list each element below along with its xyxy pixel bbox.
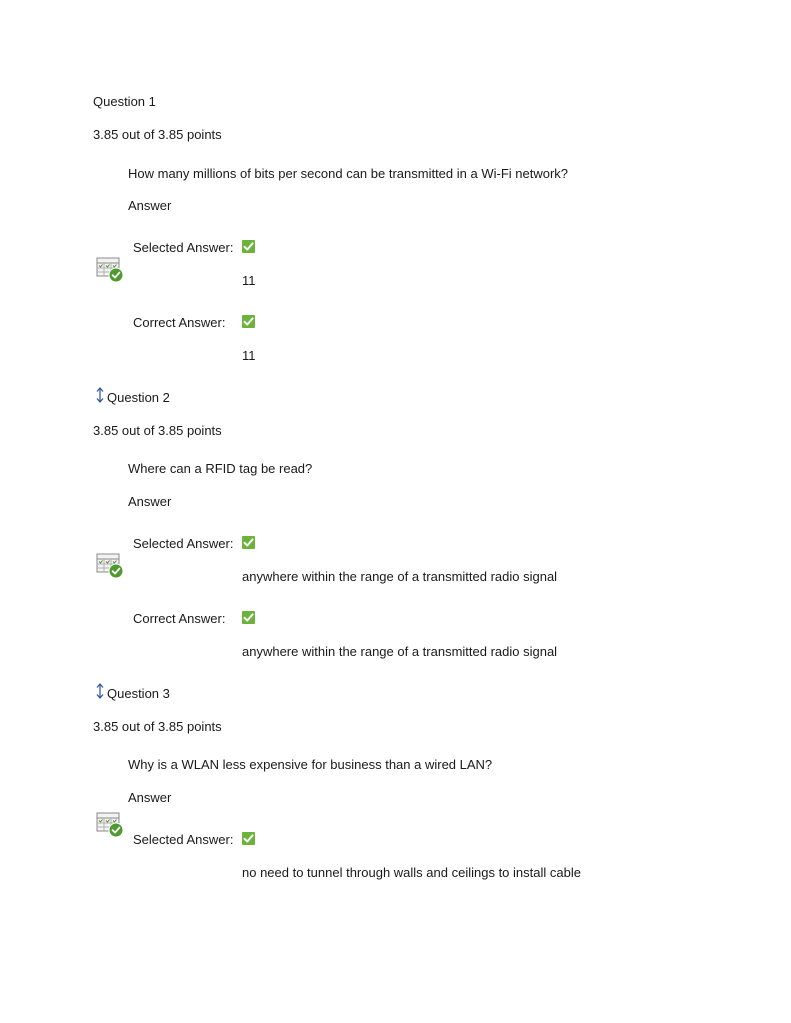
answer-heading: Answer <box>128 790 172 805</box>
question-prompt: Where can a RFID tag be read? <box>128 461 313 476</box>
correct-answer-label: Correct Answer: <box>133 611 226 626</box>
question-title: Question 2 <box>107 390 170 405</box>
checkmark-icon <box>242 611 255 624</box>
answer-heading: Answer <box>128 198 172 213</box>
checkmark-icon <box>242 315 255 328</box>
checkmark-icon <box>242 832 255 845</box>
selected-answer-value: anywhere within the range of a transmitted radio signal <box>242 569 558 584</box>
question-prompt: How many millions of bits per second can be transmitted in a Wi-Fi network? <box>128 166 569 181</box>
question-prompt: Why is a WLAN less expensive for business than a wired LAN? <box>128 757 493 772</box>
correct-answer-label: Correct Answer: <box>133 315 226 330</box>
selected-answer-value: 11 <box>242 273 256 288</box>
selected-answer-label: Selected Answer: <box>133 832 234 847</box>
graded-correct-icon <box>96 553 124 579</box>
graded-correct-icon <box>96 257 124 283</box>
correct-answer-value: 11 <box>242 348 256 363</box>
question-points: 3.85 out of 3.85 points <box>93 423 222 438</box>
selected-answer-value: no need to tunnel through walls and ceilings to install cable <box>242 865 581 880</box>
graded-correct-icon <box>96 812 124 838</box>
question-title: Question 3 <box>107 686 170 701</box>
answer-heading: Answer <box>128 494 172 509</box>
question-points: 3.85 out of 3.85 points <box>93 127 222 142</box>
selected-answer-label: Selected Answer: <box>133 536 234 551</box>
correct-answer-value: anywhere within the range of a transmitted radio signal <box>242 644 558 659</box>
checkmark-icon <box>242 240 255 253</box>
question-points: 3.85 out of 3.85 points <box>93 719 222 734</box>
selected-answer-label: Selected Answer: <box>133 240 234 255</box>
reorder-arrows-icon[interactable] <box>96 387 104 403</box>
reorder-arrows-icon[interactable] <box>96 683 104 699</box>
checkmark-icon <box>242 536 255 549</box>
question-title: Question 1 <box>93 94 156 109</box>
